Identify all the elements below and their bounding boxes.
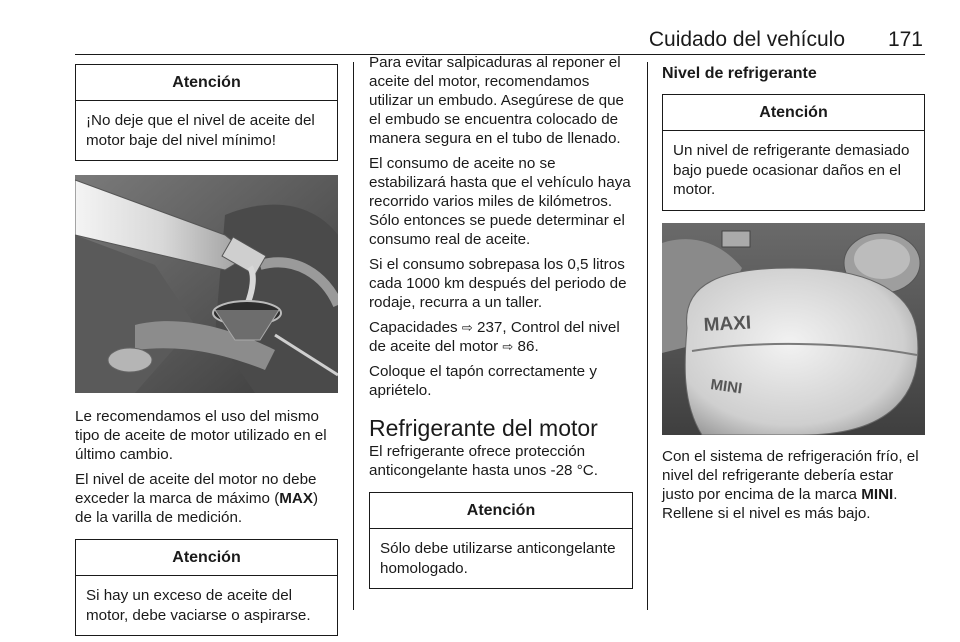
attention-title: Atención (76, 65, 337, 101)
attention-text: Un nivel de refrigerante demasiado bajo puede ocasionar daños en el motor. (673, 142, 910, 198)
min-mark-label: MINI (709, 375, 744, 397)
paragraph: Si el consumo sobrepasa los 0,5 litros cada 1000 km después del periodo de rodaje, recurra a un taller. (369, 256, 627, 311)
page-number: 171 (887, 28, 923, 51)
column-2 (369, 53, 633, 589)
paragraph (662, 447, 925, 523)
max-mark-label: MAX (279, 490, 314, 507)
page-title: Cuidado del vehículo (648, 28, 845, 51)
attention-box (369, 492, 633, 589)
paragraph (369, 318, 633, 356)
paragraph: Para evitar salpicaduras al reponer el aceite del motor, recomendamos utilizar un embudo. Asegúrese de que el embudo se encuentra colocado de manera segura en el tubo de llenado. (369, 54, 624, 147)
subsection-heading: Nivel de refrigerante (662, 65, 817, 82)
column-divider (647, 62, 648, 610)
attention-box (75, 539, 338, 636)
text: . Rellene si el nivel es más bajo. (662, 485, 898, 522)
text: , Control del nivel de aceite del motor (369, 319, 620, 355)
attention-title: Atención (76, 540, 337, 576)
column-3 (662, 64, 925, 529)
reference-arrow-icon: ⇨ (461, 320, 473, 335)
reference-arrow-icon: ⇨ (502, 339, 514, 354)
oil-filling-illustration (75, 175, 338, 393)
attention-text: ¡No deje que el nivel de aceite del motor baje del nivel mínimo! (86, 112, 315, 149)
text: ) de la varilla de medición. (75, 490, 319, 526)
column-divider (353, 62, 354, 610)
attention-box (75, 64, 338, 161)
text: El nivel de aceite del motor no debe exceder la marca de máximo ( (75, 471, 317, 507)
paragraph: Coloque el tapón correctamente y apriételo. (369, 363, 597, 399)
paragraph: El consumo de aceite no se estabilizará hasta que el vehículo haya recorrido varios miles de kilómetros. Sólo entonces se puede determinar el consumo real de aceite. (369, 155, 631, 248)
attention-text: Sólo debe utilizarse anticongelante homologado. (380, 540, 616, 577)
text: Con el sistema de refrigeración frío, el nivel del refrigerante debería estar justo por encima de la marca (662, 447, 919, 503)
attention-title: Atención (370, 493, 632, 529)
attention-title: Atención (663, 95, 924, 131)
paragraph (75, 470, 338, 527)
page-reference-link[interactable]: 86 (517, 338, 535, 355)
max-mark-label: MAXI (703, 312, 752, 336)
attention-box (662, 94, 925, 211)
min-mark-label: MINI (861, 485, 894, 503)
text: Capacidades (369, 319, 462, 336)
attention-text: Si hay un exceso de aceite del motor, debe vaciarse o aspirarse. (86, 587, 311, 624)
page-header (75, 26, 925, 55)
coolant-reservoir-illustration (662, 223, 925, 435)
paragraph: Le recomendamos el uso del mismo tipo de aceite de motor utilizado en el último cambio. (75, 408, 327, 463)
text: . (534, 338, 539, 355)
paragraph: El refrigerante ofrece protección anticongelante hasta unos -28 °C. (369, 443, 598, 479)
page-reference-link[interactable]: 237 (477, 319, 503, 336)
section-heading: Refrigerante del motor (369, 415, 598, 441)
column-1 (75, 64, 338, 636)
